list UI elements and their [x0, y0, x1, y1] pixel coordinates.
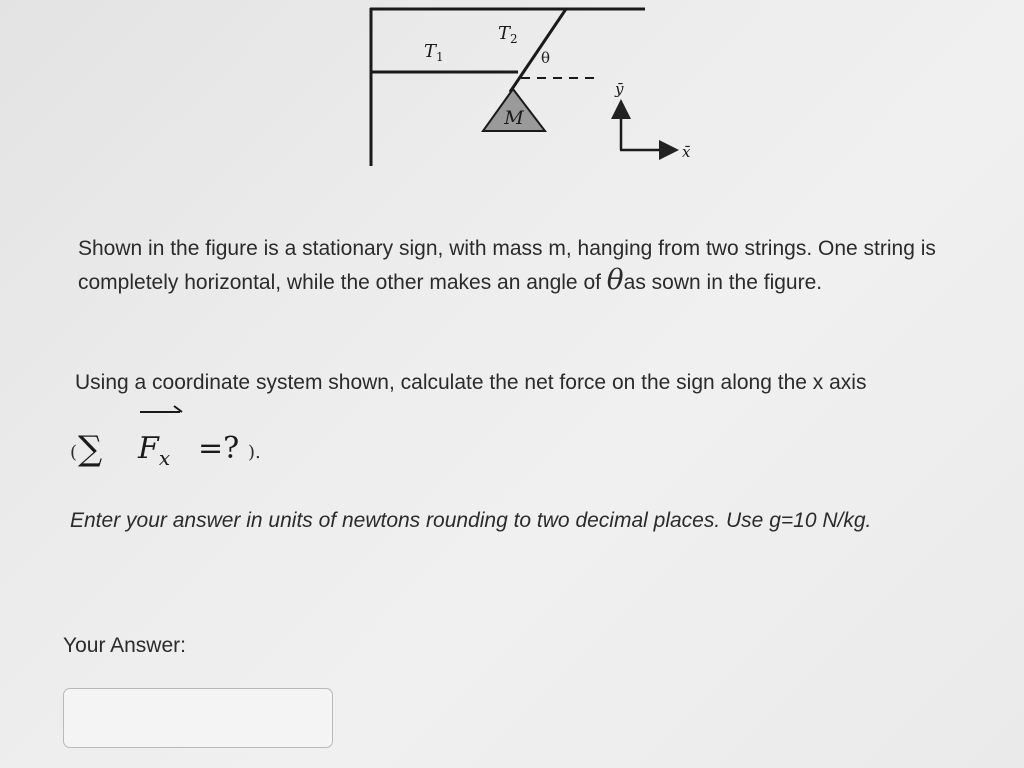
question-paragraph-1: [78, 232, 993, 299]
para1-text-end: as sown in the figure.: [623, 270, 823, 294]
question-paragraph-2: Using a coordinate system shown, calculate the net force on the sign along the x axis: [75, 371, 867, 394]
y-axis-label: ȳ: [615, 80, 624, 98]
theta-label: θ: [541, 49, 551, 67]
para1-text-mid: , hanging from two strings. One string is completely horizontal, while the other makes an angle of: [78, 237, 936, 294]
string-t2: [510, 9, 566, 92]
theta-symbol: θ: [606, 262, 624, 296]
sigma-symbol: ∑: [78, 429, 103, 469]
formula-close: ).: [248, 442, 261, 463]
free-body-diagram: [0, 0, 1024, 190]
t2-label: $T_2$: [498, 23, 518, 46]
formula-open-paren: (: [70, 442, 78, 463]
para1-text-start: Shown in the figure is a stationary sign, with mass: [78, 237, 549, 260]
net-force-formula: [70, 398, 370, 478]
formula-equals: =?: [198, 431, 240, 466]
instructions-paragraph: Enter your answer in units of newtons rounding to two decimal places. Use g=10 N/kg.: [70, 509, 872, 532]
x-axis-label: x̄: [682, 143, 691, 161]
force-symbol: $F_x$: [138, 431, 171, 470]
mass-label: M: [504, 107, 524, 129]
your-answer-label: Your Answer:: [63, 634, 186, 657]
mass-symbol: m: [548, 237, 566, 260]
t1-label: $T_1$: [424, 41, 444, 64]
answer-input[interactable]: [63, 688, 333, 748]
